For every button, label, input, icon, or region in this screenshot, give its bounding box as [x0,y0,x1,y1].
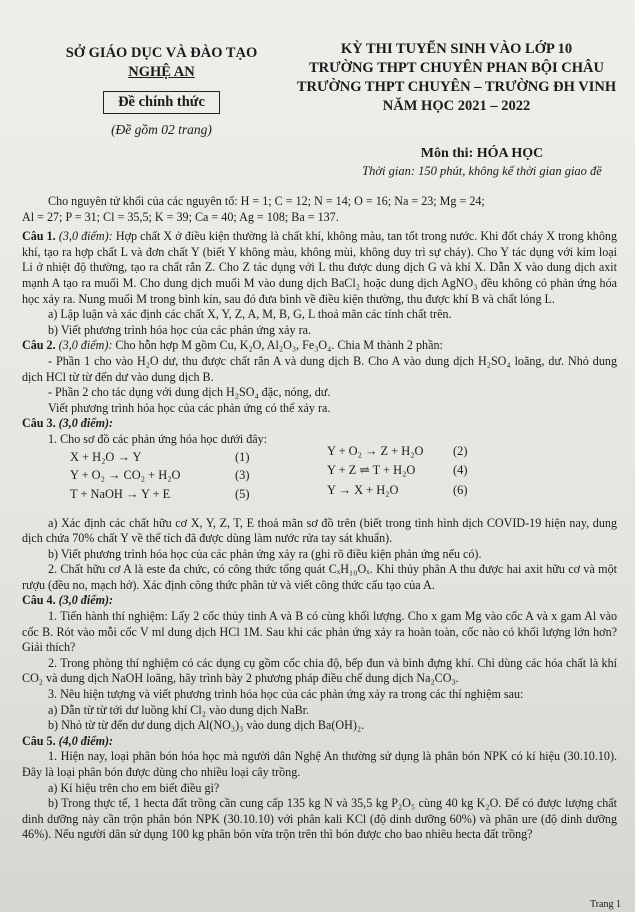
eq-5-formula: T + NaOH → Y + E [70,486,171,501]
q2-points: (3,0 điểm): [58,338,113,353]
q3-sub-1: 1. Cho sơ đồ các phản ứng hóa học dưới đây: [48,431,268,446]
q1-points: (3,0 điểm): [58,229,113,244]
header-left [54,44,269,138]
q5-heading: Câu 5. [22,733,56,748]
q3-points: (3,0 điểm): [58,416,114,431]
eq-6-num: (6) [453,482,468,497]
exam-header [22,26,617,194]
q5-points: (4,0 điểm): [58,733,114,748]
q3-part-a: a) Xác định các chất hữu cơ X, Y, Z, T, E thoả mãn sơ đồ trên (biết trong tình hình dịch COVID-19 hiện nay, dung dịch chứa 70% chất Y về thể tích đã được dùng làm nước rửa tay sát khuẩn). [22,515,617,546]
q4-sub-1: 1. Tiến hành thí nghiệm: Lấy 2 cốc thủy tinh A và B có cùng khối lượng. Cho x gam Mg vào cốc A và x gam Al vào cốc B. Rót vào mỗi cốc V ml dung dịch HCl 1M. Sau khi các phản ứng xảy ra hoàn toàn, cốc nào có khối lượng lớn hơn? Giải thích? [22,609,617,655]
subject-block [322,146,635,179]
q1-part-a: a) Lập luận và xác định các chất X, Y, Z, A, M, B, G, L thoả mãn các tính chất trên. [48,307,452,322]
school-name-1: TRƯỜNG THPT CHUYÊN PHAN BỘI CHÂU [309,60,604,76]
q5-part-b: b) Trong thực tế, 1 hecta đất trồng cần cung cấp 135 kg N và 35,5 kg P₂O₅ cùng 40 kg K₂O. Để có được lượng chất dinh dưỡng này cần trộn phân bón NPK (30.10.10) với phân kali KCl (độ dinh dưỡng 60%) và phân ure (độ dinh dưỡng 46%). Nếu người dân sử dụng 100 kg phân bón vừa trộn trên thì bón được cho bao nhiêu hecta đất trồng? [22,796,617,842]
school-year: NĂM HỌC 2021 – 2022 [382,98,531,114]
eq-5 [70,486,250,503]
q4-heading: Câu 4. [22,593,56,608]
eq-5-num: (5) [235,486,250,501]
reaction-scheme [22,443,617,516]
q2-text: Cho hỗn hợp M gồm Cu, K₂O, Al₂O₃, Fe₃O₄. Chia M thành 2 phần: [115,338,443,353]
subject-title: Môn thi: HÓA HỌC [420,146,544,161]
eq-6 [327,482,468,499]
eq-2 [327,443,468,460]
q4-sub-3: 3. Nêu hiện tượng và viết phương trình hóa học của các phản ứng xảy ra trong các thí nghiệm sau: [48,687,524,702]
eq-4-num: (4) [453,462,468,477]
eq-3-num: (3) [235,467,250,482]
exam-time: Thời gian: 150 phút, không kể thời gian giao đề [362,164,602,178]
header-right [284,40,629,116]
eq-3 [70,467,250,484]
q1-part-b: b) Viết phương trình hóa học của các phản ứng xảy ra. [48,322,312,337]
province-name: NGHỆ AN [128,64,195,80]
eq-1-formula: X + H₂O → Y [70,449,142,464]
eq-6-formula: Y → X + H₂O [327,482,399,497]
q1-text: Hợp chất X ở điều kiện thường là chất khí, không màu, tan tốt trong nước. Khi đốt cháy X trong không khí, tạo ra hợp chất L và đơn chất Y (biết Y không màu, không mùi, không duy trì sự cháy). Cho Y tác dụng với kim loại Li ở nhiệt độ thường, tạo ra chất rắn Z. Cho Z tác dụng với L thu được dung dịch G và khí X. Dẫn X vào dung dịch axit mạnh A tạo ra muối M. Cho dung dịch muối M vào dung dịch BaCl₂ hoặc dung dịch AgNO₃ đều không có phản ứng hóa học xảy ra. Nung muối M trong bình kín, sau đó đưa bình về điều kiện thường, thu được khí B và chất lỏng L. [22,229,617,306]
question-1 [22,229,617,307]
eq-2-formula: Y + O₂ → Z + H₂O [327,443,424,458]
intro-line-1: Cho nguyên tử khối của các nguyên tố: H = 1; C = 12; N = 14; O = 16; Na = 23; Mg = 24; [48,194,485,208]
q4-part-a: a) Dẫn từ từ tới dư luồng khí Cl₂ vào dung dịch NaBr. [48,702,310,717]
question-3 [22,416,617,432]
q2-heading: Câu 2. [22,338,56,353]
question-2 [22,338,617,354]
q3-part-b: b) Viết phương trình hóa học của các phản ứng xảy ra (ghi rõ điều kiện phản ứng nếu có). [48,546,482,561]
q4-part-b: b) Nhỏ từ từ đến dư dung dịch Al(NO₃)₃ vào dung dịch Ba(OH)₂. [48,718,365,733]
official-badge: Đề chính thức [103,91,220,114]
q5-text: 1. Hiện nay, loại phân bón hóa học mà người dân Nghệ An thường sử dụng là phân bón NPK có kí hiệu (30.10.10). Đây là loại phân bón được dùng cho nhiều loại cây trồng. [22,749,617,779]
exam-body [22,194,617,843]
q2-part-1: - Phần 1 cho vào H₂O dư, thu được chất rắn A và dung dịch B. Cho A vào dung dịch H₂SO₄ loãng, dư. Nhỏ dung dịch HCl từ từ đến dư vào dung dịch B. [22,353,617,384]
eq-4-formula: Y + Z ⇌ T + H₂O [327,462,416,477]
q1-heading: Câu 1. [22,229,56,244]
question-5 [22,734,617,750]
q2-part-2: - Phần 2 cho tác dụng với dung dịch H₂SO₄ đặc, nóng, dư. [48,385,331,400]
q4-sub-2: 2. Trong phòng thí nghiệm có các dụng cụ gồm cốc chia độ, bếp đun và bình đựng khí. Chỉ dùng các hóa chất là khí CO₂ và dung dịch NaOH loãng, hãy trình bày 2 phương pháp điều chế dung dịch Na₂CO₃. [22,655,617,686]
q3-sub-2: 2. Chất hữu cơ A là este đa chức, có công thức tổng quát CₓH₁₀Oₓ. Khi thủy phân A thu được hai axit hữu cơ và một rượu (đều no, mạch hở). Xác định công thức phân tử và viết công thức cấu tạo của A. [22,562,617,592]
school-name-2: TRƯỜNG THPT CHUYÊN – TRƯỜNG ĐH VINH [296,79,617,95]
intro-line-2: Al = 27; P = 31; Cl = 35,5; K = 39; Ca = 40; Ag = 108; Ba = 137. [22,209,339,224]
eq-2-num: (2) [453,443,468,458]
q2-instruction: Viết phương trình hóa học của các phản ứng có thể xảy ra. [48,400,331,415]
question-4 [22,593,617,609]
q3-heading: Câu 3. [22,416,56,431]
page-footer: Trang 1 [589,899,621,910]
eq-3-formula: Y + O₂ → CO₂ + H₂O [70,467,181,482]
eq-4 [327,462,468,479]
q5-part-a: a) Kí hiệu trên cho em biết điều gì? [48,780,220,795]
eq-1 [70,449,250,466]
q4-points: (3,0 điểm): [58,593,114,608]
exam-title: KỲ THI TUYỂN SINH VÀO LỚP 10 [340,41,573,57]
page-count: (Đề gồm 02 trang) [111,122,212,137]
dept-name: SỞ GIÁO DỤC VÀ ĐÀO TẠO [65,45,258,61]
eq-1-num: (1) [235,449,250,464]
